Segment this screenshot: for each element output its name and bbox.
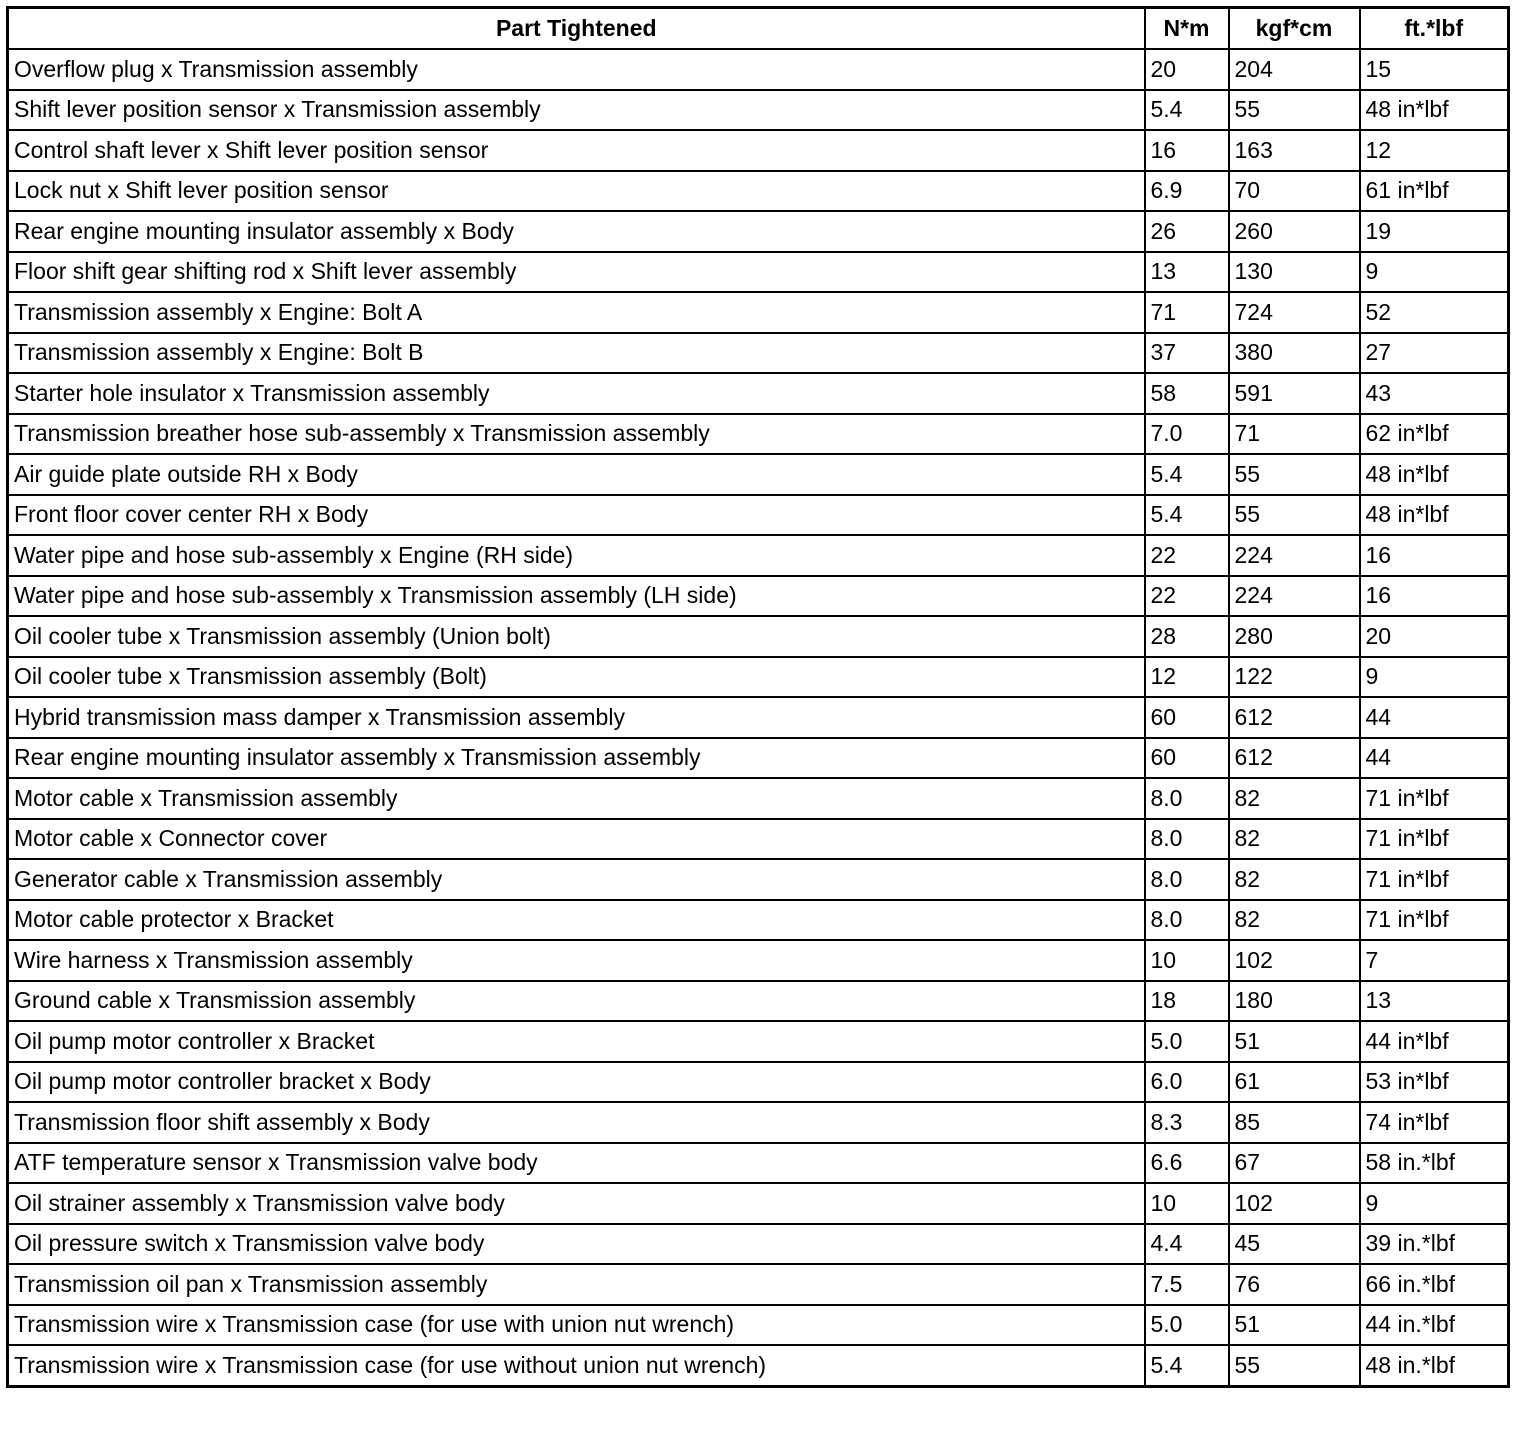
cell-kgf-cm: 724 xyxy=(1229,292,1360,333)
cell-ft-lbf: 52 xyxy=(1360,292,1509,333)
cell-ft-lbf: 62 in*lbf xyxy=(1360,414,1509,455)
cell-part-tightened: Rear engine mounting insulator assembly x Transmission assembly xyxy=(8,738,1145,779)
cell-kgf-cm: 82 xyxy=(1229,819,1360,860)
cell-ft-lbf: 9 xyxy=(1360,252,1509,293)
table-row xyxy=(8,373,1509,414)
cell-newton-meter: 60 xyxy=(1145,738,1229,779)
cell-part-tightened: Transmission wire x Transmission case (for use without union nut wrench) xyxy=(8,1345,1145,1386)
cell-ft-lbf: 71 in*lbf xyxy=(1360,859,1509,900)
cell-newton-meter: 6.9 xyxy=(1145,171,1229,212)
cell-ft-lbf: 7 xyxy=(1360,940,1509,981)
cell-kgf-cm: 85 xyxy=(1229,1102,1360,1143)
cell-newton-meter: 5.0 xyxy=(1145,1305,1229,1346)
cell-newton-meter: 71 xyxy=(1145,292,1229,333)
cell-ft-lbf: 16 xyxy=(1360,535,1509,576)
table-row xyxy=(8,1264,1509,1305)
table-row xyxy=(8,1345,1509,1386)
cell-ft-lbf: 74 in*lbf xyxy=(1360,1102,1509,1143)
cell-part-tightened: Control shaft lever x Shift lever position sensor xyxy=(8,130,1145,171)
cell-kgf-cm: 591 xyxy=(1229,373,1360,414)
cell-part-tightened: Ground cable x Transmission assembly xyxy=(8,981,1145,1022)
cell-newton-meter: 8.0 xyxy=(1145,819,1229,860)
cell-kgf-cm: 204 xyxy=(1229,49,1360,90)
cell-newton-meter: 5.0 xyxy=(1145,1021,1229,1062)
cell-kgf-cm: 51 xyxy=(1229,1021,1360,1062)
table-row xyxy=(8,859,1509,900)
cell-kgf-cm: 70 xyxy=(1229,171,1360,212)
cell-newton-meter: 5.4 xyxy=(1145,1345,1229,1386)
cell-part-tightened: Oil strainer assembly x Transmission valve body xyxy=(8,1183,1145,1224)
cell-kgf-cm: 224 xyxy=(1229,576,1360,617)
cell-ft-lbf: 13 xyxy=(1360,981,1509,1022)
cell-kgf-cm: 163 xyxy=(1229,130,1360,171)
cell-newton-meter: 8.0 xyxy=(1145,859,1229,900)
cell-kgf-cm: 55 xyxy=(1229,1345,1360,1386)
table-row xyxy=(8,940,1509,981)
cell-newton-meter: 7.0 xyxy=(1145,414,1229,455)
header-kgf-cm: kgf*cm xyxy=(1229,8,1360,50)
cell-ft-lbf: 20 xyxy=(1360,616,1509,657)
cell-part-tightened: Air guide plate outside RH x Body xyxy=(8,454,1145,495)
cell-kgf-cm: 380 xyxy=(1229,333,1360,374)
cell-ft-lbf: 44 xyxy=(1360,738,1509,779)
cell-ft-lbf: 48 in*lbf xyxy=(1360,495,1509,536)
cell-newton-meter: 7.5 xyxy=(1145,1264,1229,1305)
table-row xyxy=(8,900,1509,941)
cell-kgf-cm: 130 xyxy=(1229,252,1360,293)
cell-part-tightened: Starter hole insulator x Transmission assembly xyxy=(8,373,1145,414)
cell-ft-lbf: 39 in.*lbf xyxy=(1360,1224,1509,1265)
cell-part-tightened: ATF temperature sensor x Transmission valve body xyxy=(8,1143,1145,1184)
table-row xyxy=(8,333,1509,374)
table-row xyxy=(8,697,1509,738)
table-row xyxy=(8,292,1509,333)
cell-ft-lbf: 48 in.*lbf xyxy=(1360,1345,1509,1386)
cell-kgf-cm: 82 xyxy=(1229,859,1360,900)
cell-newton-meter: 6.6 xyxy=(1145,1143,1229,1184)
cell-part-tightened: Water pipe and hose sub-assembly x Transmission assembly (LH side) xyxy=(8,576,1145,617)
cell-ft-lbf: 66 in.*lbf xyxy=(1360,1264,1509,1305)
cell-part-tightened: Transmission wire x Transmission case (for use with union nut wrench) xyxy=(8,1305,1145,1346)
cell-newton-meter: 13 xyxy=(1145,252,1229,293)
table-row xyxy=(8,495,1509,536)
cell-part-tightened: Shift lever position sensor x Transmission assembly xyxy=(8,90,1145,131)
cell-ft-lbf: 19 xyxy=(1360,211,1509,252)
cell-ft-lbf: 48 in*lbf xyxy=(1360,454,1509,495)
cell-newton-meter: 58 xyxy=(1145,373,1229,414)
cell-kgf-cm: 45 xyxy=(1229,1224,1360,1265)
table-row xyxy=(8,576,1509,617)
cell-ft-lbf: 71 in*lbf xyxy=(1360,819,1509,860)
cell-newton-meter: 8.3 xyxy=(1145,1102,1229,1143)
cell-newton-meter: 4.4 xyxy=(1145,1224,1229,1265)
cell-ft-lbf: 71 in*lbf xyxy=(1360,900,1509,941)
header-part-tightened: Part Tightened xyxy=(8,8,1145,50)
cell-newton-meter: 28 xyxy=(1145,616,1229,657)
cell-kgf-cm: 71 xyxy=(1229,414,1360,455)
table-row xyxy=(8,535,1509,576)
table-row xyxy=(8,1021,1509,1062)
table-row xyxy=(8,90,1509,131)
cell-newton-meter: 6.0 xyxy=(1145,1062,1229,1103)
cell-kgf-cm: 51 xyxy=(1229,1305,1360,1346)
cell-part-tightened: Oil pressure switch x Transmission valve body xyxy=(8,1224,1145,1265)
cell-ft-lbf: 44 in*lbf xyxy=(1360,1021,1509,1062)
cell-ft-lbf: 61 in*lbf xyxy=(1360,171,1509,212)
cell-ft-lbf: 9 xyxy=(1360,1183,1509,1224)
cell-newton-meter: 60 xyxy=(1145,697,1229,738)
cell-kgf-cm: 102 xyxy=(1229,1183,1360,1224)
cell-part-tightened: Hybrid transmission mass damper x Transmission assembly xyxy=(8,697,1145,738)
cell-newton-meter: 10 xyxy=(1145,940,1229,981)
table-row xyxy=(8,819,1509,860)
cell-newton-meter: 16 xyxy=(1145,130,1229,171)
cell-newton-meter: 26 xyxy=(1145,211,1229,252)
cell-kgf-cm: 260 xyxy=(1229,211,1360,252)
cell-kgf-cm: 102 xyxy=(1229,940,1360,981)
cell-newton-meter: 37 xyxy=(1145,333,1229,374)
cell-part-tightened: Front floor cover center RH x Body xyxy=(8,495,1145,536)
cell-part-tightened: Floor shift gear shifting rod x Shift lever assembly xyxy=(8,252,1145,293)
cell-ft-lbf: 9 xyxy=(1360,657,1509,698)
cell-newton-meter: 22 xyxy=(1145,535,1229,576)
cell-newton-meter: 20 xyxy=(1145,49,1229,90)
table-row xyxy=(8,657,1509,698)
table-row xyxy=(8,778,1509,819)
table-row xyxy=(8,414,1509,455)
cell-kgf-cm: 122 xyxy=(1229,657,1360,698)
cell-kgf-cm: 55 xyxy=(1229,90,1360,131)
cell-kgf-cm: 55 xyxy=(1229,454,1360,495)
cell-part-tightened: Transmission assembly x Engine: Bolt A xyxy=(8,292,1145,333)
header-newton-meter: N*m xyxy=(1145,8,1229,50)
table-row xyxy=(8,1224,1509,1265)
cell-ft-lbf: 44 xyxy=(1360,697,1509,738)
cell-part-tightened: Motor cable x Connector cover xyxy=(8,819,1145,860)
cell-ft-lbf: 15 xyxy=(1360,49,1509,90)
header-row xyxy=(8,8,1509,50)
cell-part-tightened: Overflow plug x Transmission assembly xyxy=(8,49,1145,90)
cell-part-tightened: Oil pump motor controller x Bracket xyxy=(8,1021,1145,1062)
table-row xyxy=(8,454,1509,495)
cell-part-tightened: Transmission breather hose sub-assembly x Transmission assembly xyxy=(8,414,1145,455)
cell-part-tightened: Motor cable protector x Bracket xyxy=(8,900,1145,941)
cell-newton-meter: 5.4 xyxy=(1145,90,1229,131)
table-row xyxy=(8,252,1509,293)
table-row xyxy=(8,1183,1509,1224)
cell-ft-lbf: 44 in.*lbf xyxy=(1360,1305,1509,1346)
cell-newton-meter: 5.4 xyxy=(1145,495,1229,536)
cell-part-tightened: Lock nut x Shift lever position sensor xyxy=(8,171,1145,212)
cell-kgf-cm: 180 xyxy=(1229,981,1360,1022)
table-row xyxy=(8,1143,1509,1184)
cell-ft-lbf: 71 in*lbf xyxy=(1360,778,1509,819)
cell-part-tightened: Generator cable x Transmission assembly xyxy=(8,859,1145,900)
cell-kgf-cm: 82 xyxy=(1229,900,1360,941)
cell-part-tightened: Transmission floor shift assembly x Body xyxy=(8,1102,1145,1143)
cell-part-tightened: Oil pump motor controller bracket x Body xyxy=(8,1062,1145,1103)
cell-kgf-cm: 612 xyxy=(1229,738,1360,779)
table-row xyxy=(8,981,1509,1022)
cell-kgf-cm: 224 xyxy=(1229,535,1360,576)
cell-newton-meter: 22 xyxy=(1145,576,1229,617)
cell-kgf-cm: 612 xyxy=(1229,697,1360,738)
cell-part-tightened: Rear engine mounting insulator assembly x Body xyxy=(8,211,1145,252)
cell-newton-meter: 10 xyxy=(1145,1183,1229,1224)
table-row xyxy=(8,130,1509,171)
table-row xyxy=(8,1102,1509,1143)
table-body xyxy=(8,49,1509,1386)
cell-ft-lbf: 58 in.*lbf xyxy=(1360,1143,1509,1184)
cell-kgf-cm: 61 xyxy=(1229,1062,1360,1103)
cell-kgf-cm: 76 xyxy=(1229,1264,1360,1305)
table-row xyxy=(8,616,1509,657)
cell-newton-meter: 12 xyxy=(1145,657,1229,698)
cell-part-tightened: Transmission oil pan x Transmission assembly xyxy=(8,1264,1145,1305)
cell-newton-meter: 8.0 xyxy=(1145,900,1229,941)
cell-ft-lbf: 43 xyxy=(1360,373,1509,414)
cell-kgf-cm: 280 xyxy=(1229,616,1360,657)
cell-kgf-cm: 82 xyxy=(1229,778,1360,819)
cell-newton-meter: 5.4 xyxy=(1145,454,1229,495)
table-row xyxy=(8,1305,1509,1346)
cell-ft-lbf: 27 xyxy=(1360,333,1509,374)
cell-part-tightened: Motor cable x Transmission assembly xyxy=(8,778,1145,819)
cell-newton-meter: 8.0 xyxy=(1145,778,1229,819)
table-row xyxy=(8,1062,1509,1103)
table-row xyxy=(8,738,1509,779)
cell-kgf-cm: 55 xyxy=(1229,495,1360,536)
cell-ft-lbf: 48 in*lbf xyxy=(1360,90,1509,131)
cell-part-tightened: Oil cooler tube x Transmission assembly (Bolt) xyxy=(8,657,1145,698)
cell-part-tightened: Wire harness x Transmission assembly xyxy=(8,940,1145,981)
cell-part-tightened: Oil cooler tube x Transmission assembly (Union bolt) xyxy=(8,616,1145,657)
cell-ft-lbf: 16 xyxy=(1360,576,1509,617)
torque-spec-table xyxy=(6,6,1510,1388)
cell-ft-lbf: 53 in*lbf xyxy=(1360,1062,1509,1103)
cell-ft-lbf: 12 xyxy=(1360,130,1509,171)
table-row xyxy=(8,171,1509,212)
cell-newton-meter: 18 xyxy=(1145,981,1229,1022)
header-ft-lbf: ft.*lbf xyxy=(1360,8,1509,50)
cell-kgf-cm: 67 xyxy=(1229,1143,1360,1184)
cell-part-tightened: Transmission assembly x Engine: Bolt B xyxy=(8,333,1145,374)
table-row xyxy=(8,211,1509,252)
cell-part-tightened: Water pipe and hose sub-assembly x Engine (RH side) xyxy=(8,535,1145,576)
table-row xyxy=(8,49,1509,90)
